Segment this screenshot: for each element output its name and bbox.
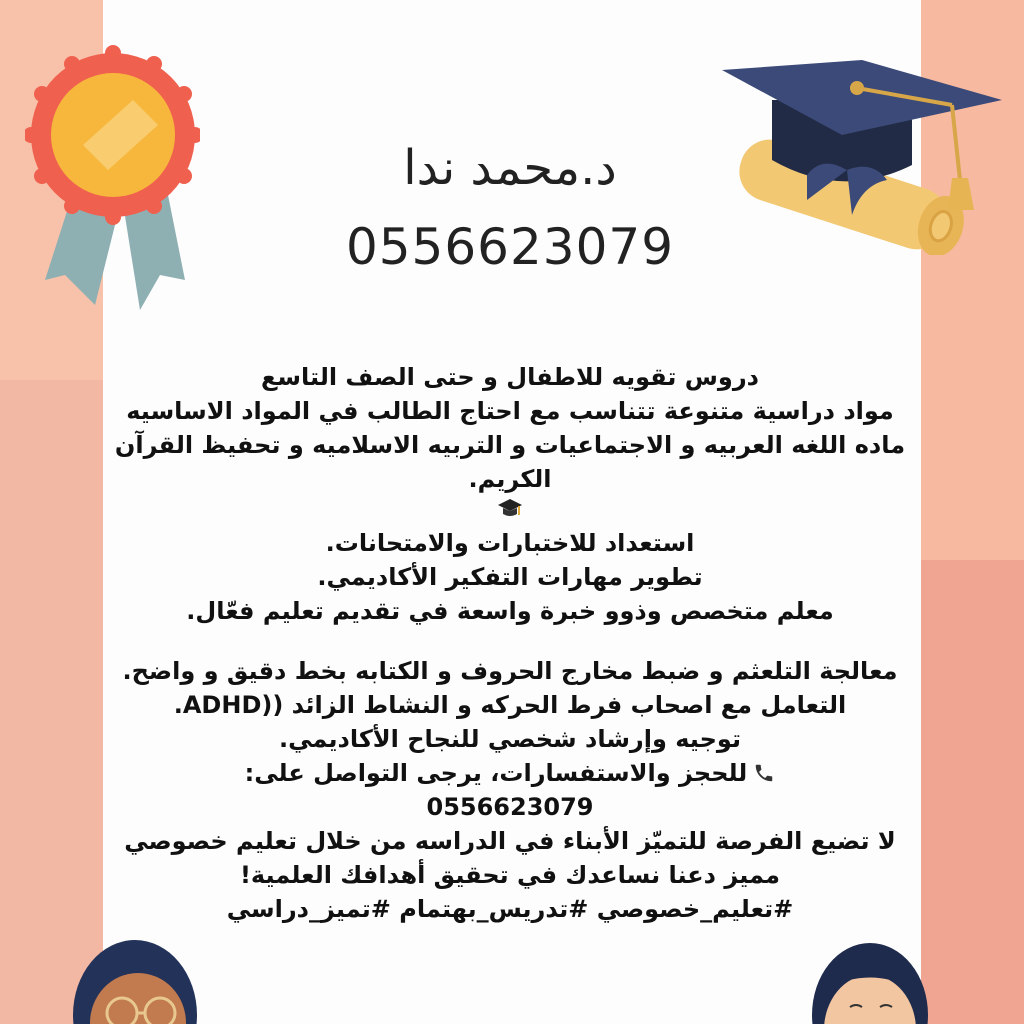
phone-receiver-icon	[753, 762, 775, 784]
background-shape-right-low	[920, 560, 1024, 1024]
child-with-glasses-icon	[70, 935, 200, 1024]
text-line: مواد دراسية متنوعة تتناسب مع احتاج الطالب في المواد الاساسيه	[126, 397, 894, 425]
text-line: معالجة التلعثم و ضبط مخارج الحروف و الكتابه بخط دقيق و واضح.	[122, 657, 898, 685]
text-line: التعامل مع اصحاب فرط الحركه و النشاط الزائد ((ADHD.	[173, 691, 847, 719]
award-ribbon-icon	[25, 25, 200, 315]
teacher-name: د.محمد ندا	[403, 140, 617, 196]
text-line: تطوير مهارات التفكير الأكاديمي.	[317, 563, 703, 591]
contact-phone: 0556623079	[426, 793, 594, 821]
background-shape-left	[0, 380, 110, 1024]
contact-text: للحجز والاستفسارات، يرجى التواصل على:	[244, 759, 748, 787]
graduation-cap-diploma-icon	[712, 60, 1007, 255]
text-line: توجيه وإرشاد شخصي للنجاح الأكاديمي.	[279, 725, 741, 753]
text-line: الكريم.	[468, 465, 552, 493]
text-line: دروس تقويه للاطفال و حتى الصف التاسع	[261, 363, 759, 391]
child-face-icon	[810, 935, 930, 1024]
graduation-cap-emoji-icon	[110, 496, 910, 526]
text-line: ماده اللغه العربيه و الاجتماعيات و التربيه الاسلاميه و تحفيظ القرآن	[114, 431, 906, 459]
text-line: استعداد للاختبارات والامتحانات.	[325, 529, 695, 557]
text-line: معلم متخصص وذوو خبرة واسعة في تقديم تعليم فعّال.	[186, 597, 834, 625]
text-line: مميز دعنا نساعدك في تحقيق أهدافك العلمية!	[239, 861, 781, 889]
flyer-body	[110, 360, 910, 926]
contact-line	[110, 756, 910, 790]
header-phone: 0556623079	[345, 218, 675, 276]
hashtags: #تعليم_خصوصي #تدريس_بهتمام #تميز_دراسي	[226, 895, 794, 923]
text-line: لا تضيع الفرصة للتميّز الأبناء في الدراسه من خلال تعليم خصوصي	[124, 827, 896, 855]
